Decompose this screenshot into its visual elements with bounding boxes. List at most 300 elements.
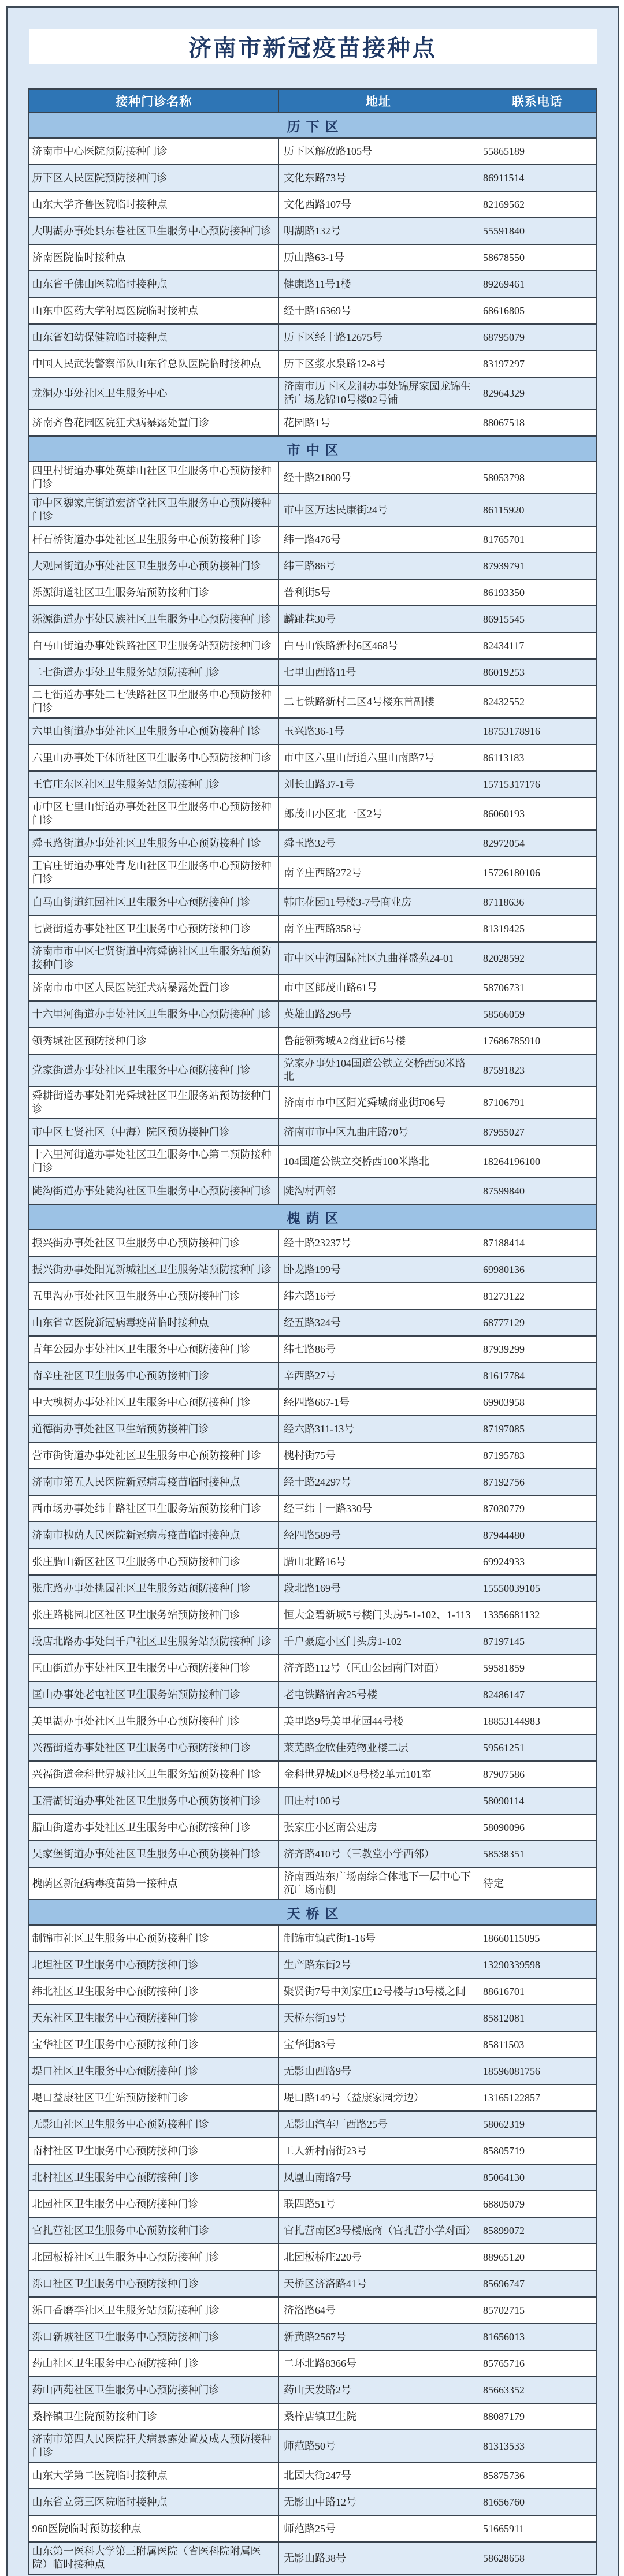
column-header-row	[29, 89, 597, 113]
clinic-name-cell: 济南市第五人民医院新冠病毒疫苗临时接种点	[29, 1469, 279, 1495]
table-row	[29, 461, 597, 494]
table-row	[29, 1867, 597, 1900]
table-row	[29, 2462, 597, 2489]
address-cell: 天桥东街19号	[279, 2005, 478, 2031]
clinic-name-cell: 张庄路桃园北区社区卫生服务站预防接种门诊	[29, 1602, 279, 1628]
address-cell: 经十路24297号	[279, 1469, 478, 1495]
phone-cell: 88067518	[478, 410, 597, 436]
clinic-name-cell: 山东省千佛山医院临时接种点	[29, 271, 279, 297]
table-row	[29, 2191, 597, 2217]
phone-cell: 87907586	[478, 1761, 597, 1788]
clinic-name-cell: 六里山办事处干休所社区卫生服务中心预防接种门诊	[29, 744, 279, 771]
address-cell: 济南市市中区阳光舜城商业街F06号	[279, 1086, 478, 1119]
address-cell: 鲁能领秀城A2商业街6号楼	[279, 1028, 478, 1054]
address-cell: 南辛庄西路272号	[279, 857, 478, 889]
clinic-name-cell: 官扎营社区卫生服务中心预防接种门诊	[29, 2217, 279, 2244]
address-cell: 美里路9号美里花园44号楼	[279, 1708, 478, 1734]
clinic-name-cell: 泺口新城社区卫生服务中心预防接种门诊	[29, 2324, 279, 2350]
phone-cell: 87599840	[478, 1178, 597, 1204]
address-cell: 北园大街247号	[279, 2462, 478, 2489]
address-cell: 金科世界城D区8号楼2单元101室	[279, 1761, 478, 1788]
table-row	[29, 553, 597, 579]
address-cell: 联四路51号	[279, 2191, 478, 2217]
table-row	[29, 1841, 597, 1867]
phone-cell: 86915545	[478, 606, 597, 632]
table-row	[29, 2031, 597, 2058]
table-row	[29, 2403, 597, 2430]
clinic-name-cell: 药山西苑社区卫生服务中心预防接种门诊	[29, 2377, 279, 2403]
phone-cell: 18660115095	[478, 1925, 597, 1952]
phone-cell: 88965120	[478, 2244, 597, 2270]
phone-cell: 85875736	[478, 2462, 597, 2489]
phone-cell: 87939791	[478, 553, 597, 579]
table-row	[29, 1708, 597, 1734]
clinic-name-cell: 舜玉路街道办事处社区卫生服务中心预防接种门诊	[29, 830, 279, 857]
table-row	[29, 1978, 597, 2005]
address-cell: 健康路11号1楼	[279, 271, 478, 297]
address-cell: 英雄山路296号	[279, 1001, 478, 1028]
phone-cell: 85812081	[478, 2005, 597, 2031]
table-row	[29, 1309, 597, 1336]
phone-cell: 85765716	[478, 2350, 597, 2377]
clinic-name-cell: 白马山街道红园社区卫生服务中心预防接种门诊	[29, 889, 279, 915]
phone-cell: 88616701	[478, 1978, 597, 2005]
table-row	[29, 2164, 597, 2191]
clinic-name-cell: 山东省妇幼保健院临时接种点	[29, 324, 279, 351]
address-cell: 官扎营南区3号楼底商（官扎营小学对面）	[279, 2217, 478, 2244]
table-row	[29, 218, 597, 244]
address-cell: 师范路50号	[279, 2430, 478, 2462]
table-row	[29, 915, 597, 942]
clinic-name-cell: 吴家堡街道办事处社区卫生服务中心预防接种门诊	[29, 1841, 279, 1867]
clinic-name-cell: 道德街办事处社区卫生站预防接种门诊	[29, 1416, 279, 1442]
phone-cell: 85702715	[478, 2297, 597, 2324]
phone-cell: 15550039105	[478, 1575, 597, 1602]
phone-cell: 51665911	[478, 2515, 597, 2542]
phone-cell: 81656013	[478, 2324, 597, 2350]
address-cell: 二七铁路新村二区4号楼东首副楼	[279, 686, 478, 718]
clinic-name-cell: 泺源街道社区卫生服务站预防接种门诊	[29, 579, 279, 606]
title-band	[29, 29, 597, 64]
address-cell: 历下区浆水泉路12-8号	[279, 351, 478, 377]
table-row	[29, 2138, 597, 2164]
phone-cell: 58706731	[478, 974, 597, 1001]
address-cell: 辛西路27号	[279, 1363, 478, 1389]
clinic-name-cell: 制锦市社区卫生服务中心预防接种门诊	[29, 1925, 279, 1952]
address-cell: 新黄路2567号	[279, 2324, 478, 2350]
table-row	[29, 1256, 597, 1283]
table-row	[29, 1495, 597, 1522]
address-cell: 经三纬十一路330号	[279, 1495, 478, 1522]
phone-cell: 69924933	[478, 1548, 597, 1575]
address-cell: 济南市市中区九曲庄路70号	[279, 1119, 478, 1145]
clinic-name-cell: 五里沟办事处社区卫生服务中心预防接种门诊	[29, 1283, 279, 1309]
clinic-name-cell: 张庄腊山新区社区卫生服务中心预防接种门诊	[29, 1548, 279, 1575]
phone-cell: 86113183	[478, 744, 597, 771]
district-section-header	[29, 1900, 597, 1925]
address-cell: 槐村街75号	[279, 1442, 478, 1469]
clinic-name-cell: 营市街街道办事处社区卫生服务中心预防接种门诊	[29, 1442, 279, 1469]
table-row	[29, 686, 597, 718]
district-name: 槐荫区	[29, 1204, 597, 1230]
district-section-header	[29, 436, 597, 461]
clinic-name-cell: 天东社区卫生服务中心预防接种门诊	[29, 2005, 279, 2031]
clinic-name-cell: 杆石桥街道办事处社区卫生服务中心预防接种门诊	[29, 526, 279, 553]
phone-cell: 81617784	[478, 1363, 597, 1389]
address-cell: 104国道公铁立交桥西100米路北	[279, 1145, 478, 1178]
table-row	[29, 2515, 597, 2542]
clinic-name-cell: 山东省立第三医院临时接种点	[29, 2489, 279, 2515]
phone-cell: 81319425	[478, 915, 597, 942]
phone-cell: 89269461	[478, 271, 597, 297]
address-cell: 历下区经十路12675号	[279, 324, 478, 351]
page-title: 济南市新冠疫苗接种点	[188, 35, 437, 61]
table-row	[29, 1119, 597, 1145]
table-row	[29, 1761, 597, 1788]
phone-cell: 87197085	[478, 1416, 597, 1442]
phone-cell: 87106791	[478, 1086, 597, 1119]
table-row	[29, 1628, 597, 1655]
table-row	[29, 244, 597, 271]
clinic-name-cell: 四里村街道办事处英雄山社区卫生服务中心预防接种门诊	[29, 461, 279, 494]
clinic-name-cell: 济南市市中区人民医院狂犬病暴露处置门诊	[29, 974, 279, 1001]
phone-cell: 82972054	[478, 830, 597, 857]
phone-cell: 58678550	[478, 244, 597, 271]
column-header-clinic-name: 接种门诊名称	[29, 89, 279, 113]
address-cell: 恒大金碧新城5号楼门头房5-1-102、1-113	[279, 1602, 478, 1628]
phone-cell: 18853144983	[478, 1708, 597, 1734]
district-section-header	[29, 1204, 597, 1230]
phone-cell: 87030779	[478, 1495, 597, 1522]
phone-cell: 待定	[478, 1867, 597, 1900]
phone-cell: 81656760	[478, 2489, 597, 2515]
address-cell: 历山路63-1号	[279, 244, 478, 271]
address-cell: 刘长山路37-1号	[279, 771, 478, 798]
table-row	[29, 1178, 597, 1204]
table-row	[29, 2542, 597, 2574]
phone-cell: 86911514	[478, 165, 597, 191]
clinic-name-cell: 党家街道办事处社区卫生服务中心预防接种门诊	[29, 1054, 279, 1086]
clinic-name-cell: 兴福街道办事处社区卫生服务中心预防接种门诊	[29, 1734, 279, 1761]
clinic-name-cell: 济南市槐荫人民医院新冠病毒疫苗临时接种点	[29, 1522, 279, 1548]
table-row	[29, 830, 597, 857]
phone-cell: 87955027	[478, 1119, 597, 1145]
table-row	[29, 2430, 597, 2462]
table-row	[29, 410, 597, 436]
phone-cell: 15726180106	[478, 857, 597, 889]
clinic-name-cell: 济南医院临时接种点	[29, 244, 279, 271]
column-header-address: 地址	[279, 89, 478, 113]
table-row	[29, 2084, 597, 2111]
address-cell: 郎茂山小区北一区2号	[279, 798, 478, 830]
table-row	[29, 271, 597, 297]
clinic-name-cell: 堤口社区卫生服务中心预防接种门诊	[29, 2058, 279, 2084]
phone-cell: 87188414	[478, 1230, 597, 1256]
phone-cell: 87944480	[478, 1522, 597, 1548]
phone-cell: 15715317176	[478, 771, 597, 798]
phone-cell: 81313533	[478, 2430, 597, 2462]
phone-cell: 59581859	[478, 1655, 597, 1681]
clinic-name-cell: 舜耕街道办事处阳光舜城社区卫生服务站预防接种门诊	[29, 1086, 279, 1119]
clinic-name-cell: 市中区七里山街道办事处社区卫生服务中心预防接种门诊	[29, 798, 279, 830]
clinic-name-cell: 北村社区卫生服务中心预防接种门诊	[29, 2164, 279, 2191]
address-cell: 市中区郎茂山路61号	[279, 974, 478, 1001]
phone-cell: 83197297	[478, 351, 597, 377]
address-cell: 千户豪庭小区门头房1-102	[279, 1628, 478, 1655]
phone-cell: 68805079	[478, 2191, 597, 2217]
address-cell: 经十路16369号	[279, 297, 478, 324]
address-cell: 济南西站东广场南综合体地下一层中心下沉广场南侧	[279, 1867, 478, 1900]
clinic-name-cell: 匡山街道办事处社区卫生服务中心预防接种门诊	[29, 1655, 279, 1681]
address-cell: 无影山汽车厂西路25号	[279, 2111, 478, 2138]
clinic-name-cell: 山东省立医院新冠病毒疫苗临时接种点	[29, 1309, 279, 1336]
address-cell: 经四路589号	[279, 1522, 478, 1548]
phone-cell: 86019253	[478, 659, 597, 686]
phone-cell: 87591823	[478, 1054, 597, 1086]
phone-cell: 85696747	[478, 2270, 597, 2297]
clinic-name-cell: 无影山社区卫生服务中心预防接种门诊	[29, 2111, 279, 2138]
address-cell: 凤凰山南路7号	[279, 2164, 478, 2191]
phone-cell: 87118636	[478, 889, 597, 915]
address-cell: 市中区万达民康街24号	[279, 494, 478, 526]
phone-cell: 82432552	[478, 686, 597, 718]
table-row	[29, 1925, 597, 1952]
table-row	[29, 1952, 597, 1978]
clinic-name-cell: 山东大学第二医院临时接种点	[29, 2462, 279, 2489]
table-row	[29, 1522, 597, 1548]
table-row	[29, 1681, 597, 1708]
phone-cell: 69980136	[478, 1256, 597, 1283]
phone-cell: 86115920	[478, 494, 597, 526]
district-name: 市中区	[29, 436, 597, 461]
clinic-name-cell: 济南市第四人民医院狂犬病暴露处置及成人预防接种门诊	[29, 2430, 279, 2462]
clinic-name-cell: 七贤街道办事处社区卫生服务中心预防接种门诊	[29, 915, 279, 942]
district-name: 天桥区	[29, 1900, 597, 1925]
table-row	[29, 1442, 597, 1469]
phone-cell: 13356681132	[478, 1602, 597, 1628]
address-cell: 经十路21800号	[279, 461, 478, 494]
address-cell: 白马山铁路新村6区468号	[279, 632, 478, 659]
table-row	[29, 1028, 597, 1054]
address-cell: 济南市历下区龙洞办事处锦屏家园龙锦生活广场龙锦10号楼02号铺	[279, 377, 478, 410]
table-row	[29, 889, 597, 915]
clinic-name-cell: 历下区人民医院预防接种门诊	[29, 165, 279, 191]
address-cell: 经十路23237号	[279, 1230, 478, 1256]
address-cell: 市中区六里山街道六里山南路7号	[279, 744, 478, 771]
clinic-name-cell: 纬北社区卫生服务中心预防接种门诊	[29, 1978, 279, 2005]
clinic-name-cell: 济南市中心医院预防接种门诊	[29, 138, 279, 165]
phone-cell: 85663352	[478, 2377, 597, 2403]
clinic-name-cell: 王官庄街道办事处青龙山社区卫生服务中心预防接种门诊	[29, 857, 279, 889]
table-row	[29, 138, 597, 165]
address-cell: 市中区中海国际社区九曲祥盛苑24-01	[279, 942, 478, 974]
address-cell: 南辛庄西路358号	[279, 915, 478, 942]
page-frame	[6, 6, 619, 2576]
clinic-name-cell: 市中区七贤社区（中海）院区预防接种门诊	[29, 1119, 279, 1145]
table-row	[29, 798, 597, 830]
address-cell: 北园板桥庄220号	[279, 2244, 478, 2270]
clinic-name-cell: 中国人民武装警察部队山东省总队医院临时接种点	[29, 351, 279, 377]
address-cell: 天桥区济洛路41号	[279, 2270, 478, 2297]
phone-cell: 68777129	[478, 1309, 597, 1336]
phone-cell: 82434117	[478, 632, 597, 659]
address-cell: 纬七路86号	[279, 1336, 478, 1363]
address-cell: 无影山西路9号	[279, 2058, 478, 2084]
clinic-name-cell: 领秀城社区预防接种门诊	[29, 1028, 279, 1054]
table-row	[29, 1389, 597, 1416]
table-row	[29, 974, 597, 1001]
clinic-name-cell: 泺口香磨李社区卫生服务站预防接种门诊	[29, 2297, 279, 2324]
phone-cell: 58090096	[478, 1814, 597, 1841]
table-row	[29, 297, 597, 324]
phone-cell: 58628658	[478, 2542, 597, 2574]
phone-cell: 58566059	[478, 1001, 597, 1028]
address-cell: 麟趾巷30号	[279, 606, 478, 632]
phone-cell: 87192756	[478, 1469, 597, 1495]
address-cell: 药山天发路2号	[279, 2377, 478, 2403]
address-cell: 韩庄花园11号楼3-7号商业房	[279, 889, 478, 915]
address-cell: 田庄村100号	[279, 1788, 478, 1814]
phone-cell: 81273122	[478, 1283, 597, 1309]
address-cell: 经五路324号	[279, 1309, 478, 1336]
column-header-phone: 联系电话	[478, 89, 597, 113]
address-cell: 聚贤街7号中刘家庄12号楼与13号楼之间	[279, 1978, 478, 2005]
clinic-name-cell: 腊山街道办事处社区卫生服务中心预防接种门诊	[29, 1814, 279, 1841]
address-cell: 济齐路112号（匡山公园南门对面）	[279, 1655, 478, 1681]
clinic-name-cell: 王官庄东区社区卫生服务站预防接种门诊	[29, 771, 279, 798]
clinic-name-cell: 振兴街办事处社区卫生服务中心预防接种门诊	[29, 1230, 279, 1256]
table-row	[29, 942, 597, 974]
table-row	[29, 2217, 597, 2244]
table-row	[29, 2270, 597, 2297]
address-cell: 陡沟村西邻	[279, 1178, 478, 1204]
address-cell: 莱芜路金欣佳苑物业楼二层	[279, 1734, 478, 1761]
address-cell: 宝华街83号	[279, 2031, 478, 2058]
clinic-name-cell: 二七街道办事处卫生服务站预防接种门诊	[29, 659, 279, 686]
phone-cell: 87195783	[478, 1442, 597, 1469]
clinic-name-cell: 龙洞办事处社区卫生服务中心	[29, 377, 279, 410]
phone-cell: 87197145	[478, 1628, 597, 1655]
phone-cell: 85811503	[478, 2031, 597, 2058]
table-row	[29, 1655, 597, 1681]
table-row	[29, 165, 597, 191]
district-section-header	[29, 113, 597, 138]
table-row	[29, 1734, 597, 1761]
clinic-name-cell: 大观园街道办事处社区卫生服务中心预防接种门诊	[29, 553, 279, 579]
clinic-name-cell: 南辛庄社区卫生服务中心预防接种门诊	[29, 1363, 279, 1389]
table-row	[29, 744, 597, 771]
address-cell: 二环北路8366号	[279, 2350, 478, 2377]
address-cell: 腊山北路16号	[279, 1548, 478, 1575]
address-cell: 济齐路410号（三教堂小学西邻）	[279, 1841, 478, 1867]
clinic-name-cell: 西市场办事处纬十路社区卫生服务站预防接种门诊	[29, 1495, 279, 1522]
address-cell: 制锦市镇武街1-16号	[279, 1925, 478, 1952]
clinic-name-cell: 陡沟街道办事处陡沟社区卫生服务中心预防接种门诊	[29, 1178, 279, 1204]
phone-cell: 86193350	[478, 579, 597, 606]
clinic-name-cell: 堤口益康社区卫生站预防接种门诊	[29, 2084, 279, 2111]
address-cell: 普利街5号	[279, 579, 478, 606]
table-row	[29, 771, 597, 798]
table-row	[29, 2489, 597, 2515]
clinic-name-cell: 泺源街道办事处民族社区卫生服务中心预防接种门诊	[29, 606, 279, 632]
table-row	[29, 1548, 597, 1575]
phone-cell: 58538351	[478, 1841, 597, 1867]
table-row	[29, 191, 597, 218]
table-row	[29, 857, 597, 889]
clinic-name-cell: 大明湖办事处县东巷社区卫生服务中心预防接种门诊	[29, 218, 279, 244]
table-row	[29, 377, 597, 410]
clinic-name-cell: 市中区魏家庄街道宏济堂社区卫生服务中心预防接种门诊	[29, 494, 279, 526]
phone-cell: 59561251	[478, 1734, 597, 1761]
district-name: 历下区	[29, 113, 597, 138]
address-cell: 老屯铁路宿舍25号楼	[279, 1681, 478, 1708]
table-row	[29, 1054, 597, 1086]
table-row	[29, 2324, 597, 2350]
table-row	[29, 1230, 597, 1256]
phone-cell: 17686785910	[478, 1028, 597, 1054]
table-row	[29, 2297, 597, 2324]
address-cell: 济洛路64号	[279, 2297, 478, 2324]
phone-cell: 69903958	[478, 1389, 597, 1416]
clinic-name-cell: 北坦社区卫生服务中心预防接种门诊	[29, 1952, 279, 1978]
table-row	[29, 1145, 597, 1178]
table-row	[29, 1363, 597, 1389]
address-cell: 桑梓店镇卫生院	[279, 2403, 478, 2430]
address-cell: 工人新村南街23号	[279, 2138, 478, 2164]
phone-cell: 88087179	[478, 2403, 597, 2430]
table-row	[29, 1001, 597, 1028]
phone-cell: 13165122857	[478, 2084, 597, 2111]
table-row	[29, 632, 597, 659]
clinic-name-cell: 槐荫区新冠病毒疫苗第一接种点	[29, 1867, 279, 1900]
phone-cell: 85899072	[478, 2217, 597, 2244]
clinic-name-cell: 十六里河街道办事处社区卫生服务中心预防接种门诊	[29, 1001, 279, 1028]
address-cell: 堤口路149号（益康家园旁边）	[279, 2084, 478, 2111]
clinic-name-cell: 北园板桥社区卫生服务中心预防接种门诊	[29, 2244, 279, 2270]
clinic-name-cell: 六里山街道办事处社区卫生服务中心预防接种门诊	[29, 718, 279, 744]
table-row	[29, 2244, 597, 2270]
phone-cell: 68616805	[478, 297, 597, 324]
table-row	[29, 526, 597, 553]
address-cell: 纬三路86号	[279, 553, 478, 579]
phone-cell: 87939299	[478, 1336, 597, 1363]
phone-cell: 13290339598	[478, 1952, 597, 1978]
address-cell: 文化西路107号	[279, 191, 478, 218]
table-row	[29, 718, 597, 744]
address-cell: 卧龙路199号	[279, 1256, 478, 1283]
table-row	[29, 579, 597, 606]
phone-cell: 55591840	[478, 218, 597, 244]
table-row	[29, 1086, 597, 1119]
clinic-name-cell: 二七街道办事处二七铁路社区卫生服务中心预防接种门诊	[29, 686, 279, 718]
clinic-name-cell: 青年公园办事处社区卫生服务中心预防接种门诊	[29, 1336, 279, 1363]
table-row	[29, 1575, 597, 1602]
clinic-name-cell: 白马山街道办事处铁路社区卫生服务站预防接种门诊	[29, 632, 279, 659]
clinic-name-cell: 美里湖办事处社区卫生服务中心预防接种门诊	[29, 1708, 279, 1734]
table-row	[29, 2377, 597, 2403]
address-cell: 经六路311-13号	[279, 1416, 478, 1442]
phone-cell: 86060193	[478, 798, 597, 830]
phone-cell: 18264196100	[478, 1145, 597, 1178]
vaccination-sites-table	[28, 88, 597, 2575]
phone-cell: 55865189	[478, 138, 597, 165]
table-row	[29, 2350, 597, 2377]
phone-cell: 82169562	[478, 191, 597, 218]
address-cell: 段北路169号	[279, 1575, 478, 1602]
clinic-name-cell: 山东第一医科大学第三附属医院（省医科院附属医院）临时接种点	[29, 2542, 279, 2574]
address-cell: 无影山中路12号	[279, 2489, 478, 2515]
phone-cell: 85064130	[478, 2164, 597, 2191]
